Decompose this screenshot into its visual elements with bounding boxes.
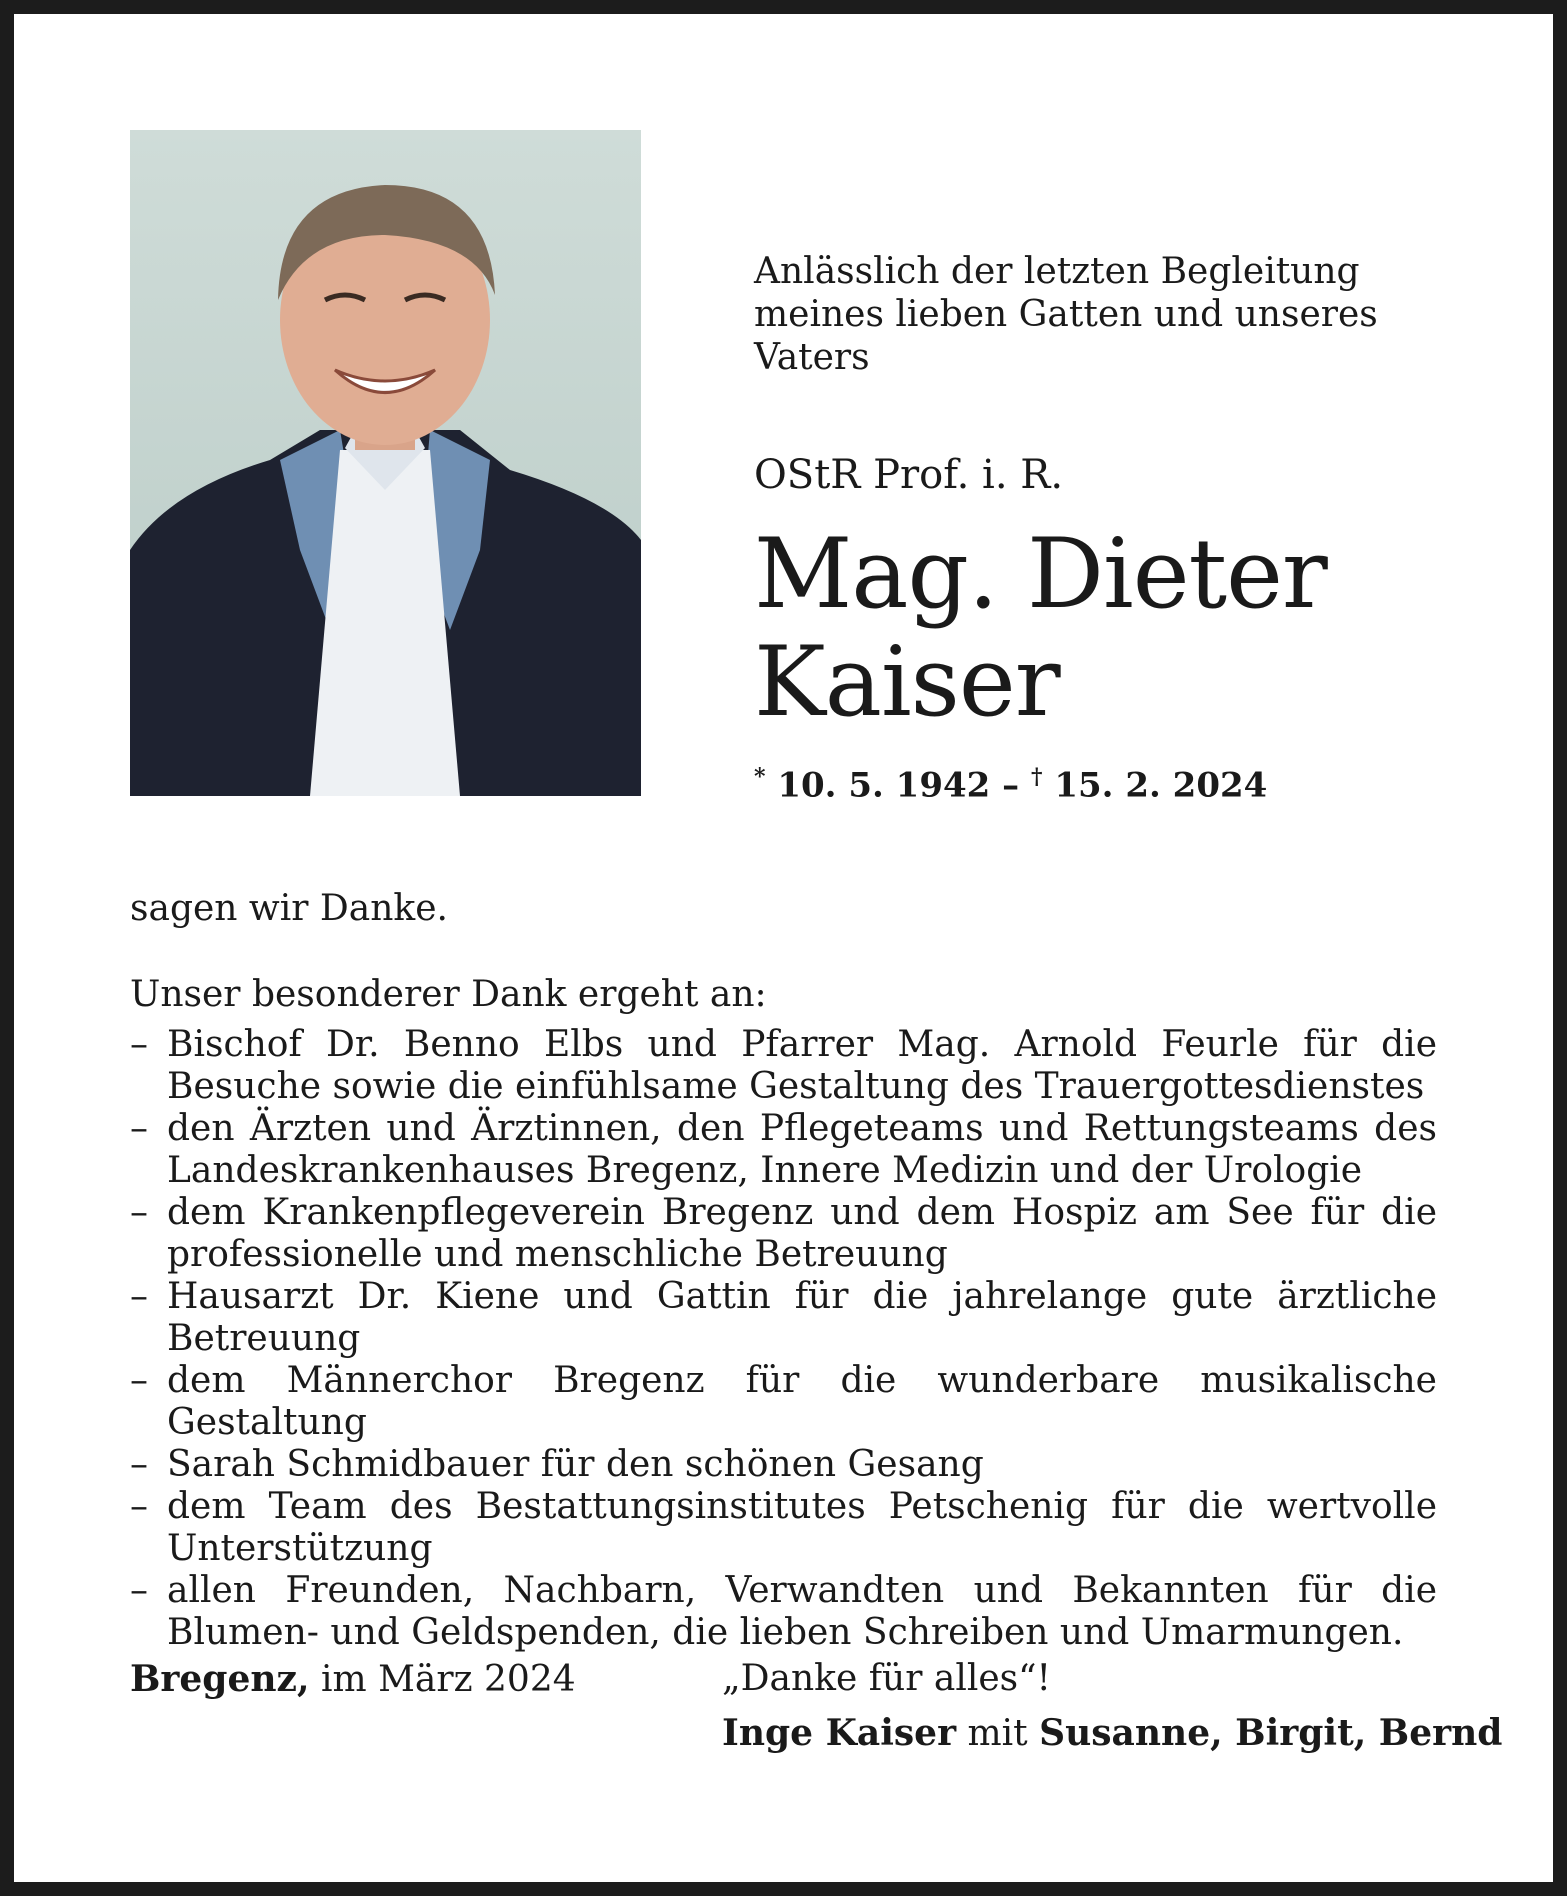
intro-text: Anlässlich der letzten Begleitung meines lieben Gatten und unseres Vaters bbox=[754, 251, 1378, 378]
list-item bbox=[130, 1024, 1437, 1108]
list-item-text: dem Team des Bestattungsinstitutes Petschenig für die wertvolle Unterstützung bbox=[167, 1486, 1437, 1569]
list-item-text: Sarah Schmidbauer für den schönen Gesang bbox=[167, 1444, 984, 1485]
list-dash: – bbox=[130, 1444, 148, 1485]
list-item bbox=[130, 1570, 1437, 1654]
list-dash: – bbox=[130, 1486, 148, 1527]
birth-date: 10. 5. 1942 bbox=[777, 765, 991, 806]
date-separator: – bbox=[990, 765, 1031, 806]
list-item bbox=[130, 1486, 1437, 1570]
signer-others: Susanne, Birgit, Bernd bbox=[1039, 1712, 1503, 1754]
thanks-text: sagen wir Danke. bbox=[130, 888, 448, 929]
list-item-text: dem Krankenpflegeverein Bregenz und dem Hospiz am See für die professionelle und menschliche Betreuung bbox=[167, 1192, 1437, 1275]
list-dash: – bbox=[130, 1570, 148, 1611]
list-item bbox=[130, 1444, 1437, 1486]
closing-quote: „Danke für alles“! bbox=[722, 1658, 1052, 1699]
signer-connector: mit bbox=[956, 1713, 1040, 1754]
list-dash: – bbox=[130, 1360, 148, 1401]
list-item bbox=[130, 1108, 1437, 1192]
thanks-list bbox=[130, 1024, 1437, 1654]
list-dash: – bbox=[130, 1024, 148, 1065]
place-city: Bregenz, bbox=[130, 1658, 310, 1700]
list-dash: – bbox=[130, 1192, 148, 1233]
signer-main: Inge Kaiser bbox=[722, 1712, 957, 1754]
portrait-illustration bbox=[130, 130, 641, 796]
list-lead: Unser besonderer Dank ergeht an: bbox=[130, 974, 767, 1015]
deceased-name bbox=[754, 520, 1327, 736]
name-line-2: Kaiser bbox=[754, 626, 1060, 738]
list-item bbox=[130, 1192, 1437, 1276]
signers bbox=[722, 1712, 1502, 1754]
honorific-title: OStR Prof. i. R. bbox=[754, 452, 1064, 498]
death-date: 15. 2. 2024 bbox=[1054, 765, 1268, 806]
list-dash: – bbox=[130, 1108, 148, 1149]
list-item-text: Bischof Dr. Benno Elbs und Pfarrer Mag. Arnold Feurle für die Besuche sowie die einfühlsame Gestaltung des Trauergottesdienstes bbox=[167, 1024, 1437, 1107]
place-date bbox=[130, 1658, 576, 1700]
list-item bbox=[130, 1360, 1437, 1444]
birth-symbol: * bbox=[754, 764, 766, 790]
list-item-text: den Ärzten und Ärztinnen, den Pflegeteams und Rettungsteams des Landeskrankenhauses Bregenz, Innere Medizin und der Urologie bbox=[167, 1108, 1437, 1191]
life-dates bbox=[754, 764, 1267, 805]
name-line-1: Mag. Dieter bbox=[754, 518, 1327, 630]
list-item bbox=[130, 1276, 1437, 1360]
list-item-text: Hausarzt Dr. Kiene und Gattin für die jahrelange gute ärztliche Betreuung bbox=[167, 1276, 1437, 1359]
death-symbol: † bbox=[1031, 764, 1043, 790]
list-dash: – bbox=[130, 1276, 148, 1317]
portrait-photo bbox=[130, 130, 641, 796]
place-month: im März 2024 bbox=[309, 1659, 576, 1700]
list-item-text: allen Freunden, Nachbarn, Verwandten und Bekannten für die Blumen- und Geldspenden, die lieben Schreiben und Umarmungen. bbox=[167, 1570, 1437, 1653]
list-item-text: dem Männerchor Bregenz für die wunderbare musikalische Gestaltung bbox=[167, 1360, 1437, 1443]
